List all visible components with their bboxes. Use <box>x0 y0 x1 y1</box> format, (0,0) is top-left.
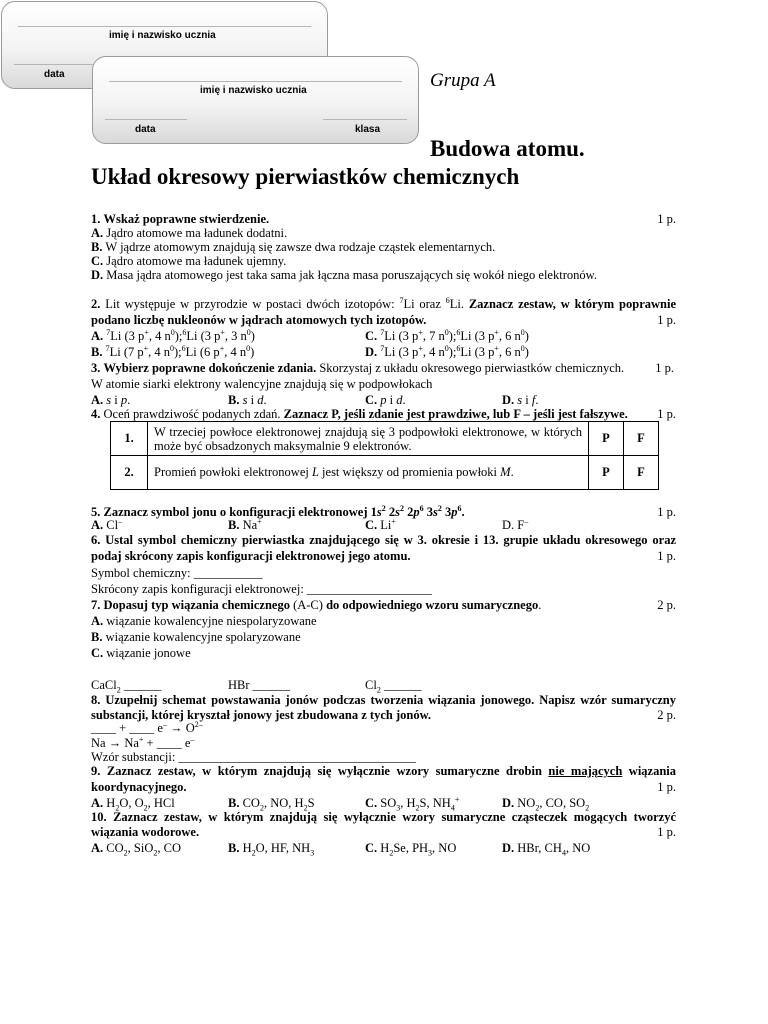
question-8-line2: substancji, której kryształ jonowy jest zbudowana z tych jonów. <box>91 708 432 722</box>
question-10-line2: wiązania wodorowe. <box>91 825 200 839</box>
question-6-line1: 6. Ustal symbol chemiczny pierwiastka znajdującego się w 3. okresie i 13. grupie układu okresowego oraz <box>91 533 676 547</box>
row-number: 2. <box>111 456 148 490</box>
q3-stem: W atomie siarki elektrony walencyjne znajdują się w podpowłokach <box>91 377 433 391</box>
student-card-front <box>92 56 419 144</box>
q10-option-a[interactable]: A. $CO_2$, SiO$_2$, CO <box>91 841 181 858</box>
q10-option-c[interactable]: C. $H_2Se$, $PH_3$, NO <box>365 841 457 858</box>
question-2-line1: 2. Lit występuje w przyrodzie w postaci dwóch izotopów: $^7$Li oraz $^6$Li. Zaznacz zestaw, w którym poprawnie <box>91 295 677 311</box>
q7-formula-cacl2[interactable]: CaCl$_2$ ______ <box>91 678 162 695</box>
question-6-line2: podaj skrócony zapis konfiguracji elektronowej jego atomu. <box>91 549 411 563</box>
statement: W trzeciej powłoce elektronowej znajdują się 3 podpowłoki elektronowe, w których może być obsadzonych maksymalnie 9 elektronów. <box>148 422 589 456</box>
question-1: 1. Wskaż poprawne stwierdzenie. <box>91 212 270 226</box>
q7-option-a: A. wiązanie kowalencyjne niespolaryzowane <box>91 614 317 628</box>
q2-option-d[interactable]: D. $^7$Li (3 p+, 4 $n^0);^6Li$ (3 p+, 6 $n^0$) <box>365 343 529 359</box>
q10-points: 1 p. <box>657 825 676 839</box>
name-label: imię i nazwisko ucznia <box>200 85 307 96</box>
q3-option-c[interactable]: C. p i d. <box>365 393 406 407</box>
q9-option-b[interactable]: B. $CO_2$, NO, $H_2S$ <box>228 796 315 813</box>
question-9-line2: koordynacyjnego. <box>91 780 187 794</box>
question-2-line2: podano liczbę nukleonów w jądrach atomowych tych izotopów. <box>91 313 427 327</box>
q8-substance-field[interactable]: Wzór substancji: ______________________________________ <box>91 750 416 764</box>
date-label: data <box>135 124 156 135</box>
question-4: 4. Oceń prawdziwość podanych zdań. Zaznacz P, jeśli zdanie jest prawdziwe, lub F – jeśli jest fałszywe. <box>91 407 628 421</box>
q9-option-c[interactable]: C. $SO_3$, $H_2S$, $NH_4^+$ <box>365 794 460 813</box>
q7-formula-cl2[interactable]: $Cl_2$ ______ <box>365 678 422 695</box>
page-title-line2: Układ okresowy pierwiastków chemicznych <box>91 164 520 189</box>
q7-points: 2 p. <box>657 598 676 612</box>
question-5: 5. Zaznacz symbol jonu o konfiguracji elektronowej $1s^2$ $2s^2$ $2p^6$ $3s^2$ $3p^6$. <box>91 503 465 519</box>
question-9-line1: 9. Zaznacz zestaw, w którym znajdują się wyłącznie wzory sumaryczne drobin nie mających wiązania <box>91 764 677 778</box>
q10-option-b[interactable]: B. $H_2O$, HF, $NH_3$ <box>228 841 315 858</box>
q8-scheme-sodium[interactable]: Na → Na+ + ____ e– <box>91 734 195 750</box>
q9-option-d[interactable]: D. $NO_2$, CO, $SO_2$ <box>502 796 590 813</box>
q2-option-a[interactable]: A. $^7$Li (3 p+, 4 $n^0);^6Li$ (3 p+, 3 $n^0$) <box>91 327 255 343</box>
q6-config-field[interactable]: Skrócony zapis konfiguracji elektronowej: ____________________ <box>91 582 432 596</box>
page-title-line1: Budowa atomu. <box>430 136 585 161</box>
q5-option-d[interactable]: D. F– <box>502 516 529 532</box>
q1-option-c[interactable]: C. Jądro atomowe ma ładunek ujemny. <box>91 254 287 268</box>
q1-option-d[interactable]: D. Masa jądra atomowego jest taka sama jak łączna masa poruszających się wokół niego elektronów. <box>91 268 597 282</box>
class-label: klasa <box>355 124 381 135</box>
table-row <box>111 422 659 456</box>
q1-option-b[interactable]: B. W jądrze atomowym znajdują się zawsze dwa rodzaje cząstek elementarnych. <box>91 240 496 254</box>
group-label: Grupa A <box>430 70 496 91</box>
q3-points: 1 p. <box>655 361 674 375</box>
question-10-line1: 10. Zaznacz zestaw, w którym znajdują się wyłącznie wzory sumaryczne cząsteczek mogących tworzyć <box>91 810 676 824</box>
table-row <box>111 456 659 490</box>
false-option[interactable]: F <box>624 422 659 456</box>
q9-points: 1 p. <box>657 780 676 794</box>
q4-true-false-table <box>110 421 659 490</box>
q5-option-c[interactable]: C. Li+ <box>365 516 396 532</box>
q1-option-a[interactable]: A. Jądro atomowe ma ładunek dodatni. <box>91 226 288 240</box>
q9-option-a[interactable]: A. $H_2O$, $O_2$, HCl <box>91 796 175 813</box>
q5-option-a[interactable]: A. Cl– <box>91 516 123 532</box>
q4-points: 1 p. <box>657 407 676 421</box>
q2-points: 1 p. <box>657 313 676 327</box>
true-option[interactable]: P <box>589 456 624 490</box>
false-option[interactable]: F <box>624 456 659 490</box>
q5-option-b[interactable]: B. Na+ <box>228 516 262 532</box>
question-7: 7. Dopasuj typ wiązania chemicznego (A-C) do odpowiedniego wzoru sumarycznego. <box>91 598 542 612</box>
q2-option-c[interactable]: C. $^7$Li (3 p+, 7 $n^0);^6Li$ (3 p+, 6 $n^0$) <box>365 327 529 343</box>
q7-formula-hbr[interactable]: HBr ______ <box>228 678 291 692</box>
q3-option-d[interactable]: D. s i f. <box>502 393 539 407</box>
q1-points: 1 p. <box>657 212 676 226</box>
q6-symbol-field[interactable]: Symbol chemiczny: ___________ <box>91 566 263 580</box>
question-8-line1: 8. Uzupełnij schemat powstawania jonów podczas tworzenia wiązania jonowego. Napisz wzór sumaryczny <box>91 693 676 707</box>
q7-option-b: B. wiązanie kowalencyjne spolaryzowane <box>91 630 301 644</box>
q8-scheme-oxygen[interactable]: ____ + ____ $e^- \to O^{2-}$ <box>91 719 203 735</box>
q8-points: 2 p. <box>657 708 676 722</box>
question-3: 3. Wybierz poprawne dokończenie zdania. Skorzystaj z układu okresowego pierwiastków chemicznych. <box>91 361 625 375</box>
q2-option-b[interactable]: B. $^7$Li (7 p+, 4 $n^0);^6Li$ (6 p+, 4 $n^0$) <box>91 343 255 359</box>
row-number: 1. <box>111 422 148 456</box>
q6-points: 1 p. <box>657 549 676 563</box>
q10-option-d[interactable]: D. HBr, $CH_4$, NO <box>502 841 591 858</box>
q3-option-b[interactable]: B. s i d. <box>228 393 267 407</box>
q3-option-a[interactable]: A. s i p. <box>91 393 131 407</box>
date-label: data <box>44 69 65 80</box>
statement: Promień powłoki elektronowej L jest większy od promienia powłoki M. <box>148 456 589 490</box>
true-option[interactable]: P <box>589 422 624 456</box>
q5-points: 1 p. <box>657 505 676 519</box>
q7-option-c: C. wiązanie jonowe <box>91 646 191 660</box>
name-label: imię i nazwisko ucznia <box>109 30 216 41</box>
